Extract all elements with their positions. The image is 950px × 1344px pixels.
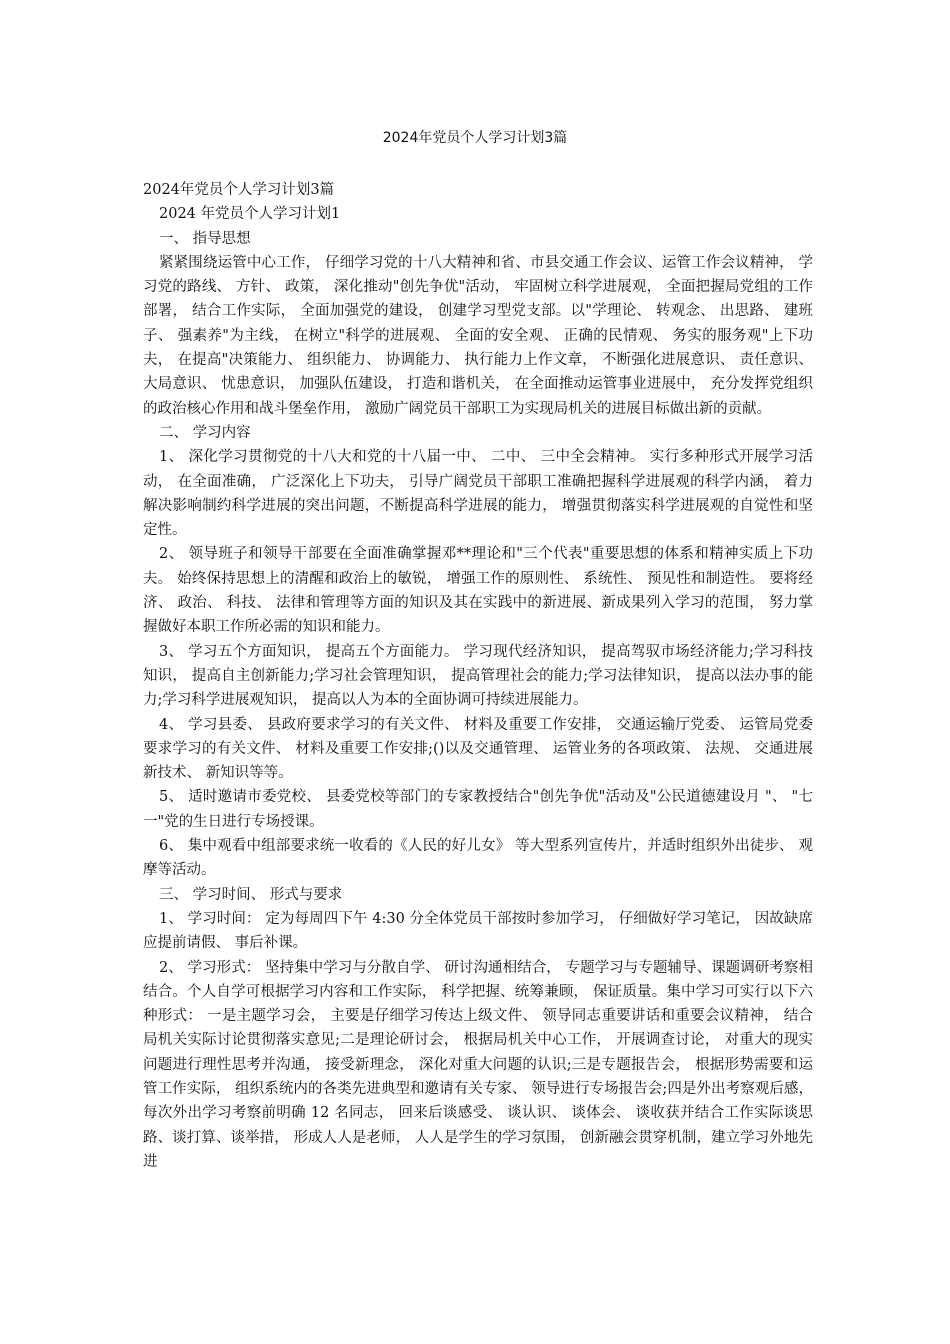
list-item: 4、 学习县委、 县政府要求学习的有关文件、 材料及重要工作安排， 交通运输厅党委、 运管局党委要求学习的有关文件、 材料及重要工作安排;()以及交通管理、 运管业务的各项政策、 法规、 交通进展新技术、 新知识等等。	[143, 716, 813, 782]
list-item: 2、 学习形式： 坚持集中学习与分散自学、 研讨沟通相结合， 专题学习与专题辅导、课题调研考察相结合。个人自学可根据学习内容和工作实际， 科学把握、统筹兼顾， 保证质量。集中学习可实行以下六种形式： 一是主题学习会， 主要是仔细学习传达上级文件、 领导同志重要讲话和重要会议精神， 结合局机关实际讨论贯彻落实意见;二是理论研讨会， 根据局机关中心工作， 开展调查讨论， 对重大的现实问题进行理性思考并沟通， 接受新理念， 深化对重大问题的认识;三是专题报告会， 根据形势需要和运管工作实际， 组织系统内的各类先进典型和邀请有关专家、 领导进行专场报告会;四是外出考察观后感， 每次外出学习考察前明确 12 名同志， 回来后谈感受、 谈认识、 谈体会、 谈收获并结合工作实际谈思路、谈打算、谈举措， 形成人人是老师， 人人是学生的学习氛围， 创新融会贯穿机制，建立学习外地先进	[143, 959, 813, 1170]
section-heading-2: 二、 学习内容	[159, 424, 251, 441]
list-item: 1、 深化学习贯彻党的十八大和党的十八届一中、 二中、 三中全会精神。 实行多种形式开展学习活动， 在全面准确， 广泛深化上下功夫， 引导广阔党员干部职工准确把握科学进展观的科学内涵， 着力解决影响制约科学进展的突出问题，不断提高科学进展的能力， 增强贯彻落实科学进展观的自觉性和坚定性。	[143, 449, 813, 539]
section-heading-1: 一、 指导思想	[159, 230, 251, 247]
list-item: 3、 学习五个方面知识， 提高五个方面能力。 学习现代经济知识， 提高驾驭市场经济能力;学习科技知识， 提高自主创新能力;学习社会管理知识， 提高管理社会的能力;学习法律知识， 提高以法办事的能力;学习科学进展观知识， 提高以人为本的全面协调可持续进展能力。	[143, 643, 813, 709]
list-item: 6、 集中观看中组部要求统一收看的《人民的好儿女》 等大型系列宣传片，并适时组织外出徒步、 观摩等活动。	[143, 838, 813, 879]
plan-heading: 2024 年党员个人学习计划1	[159, 206, 341, 223]
doc-heading: 2024年党员个人学习计划3篇	[143, 182, 335, 198]
list-item: 5、 适时邀请市委党校、 县委党校等部门的专家教授结合"创先争优"活动及"公民道德建设月 "、 "七一"党的生日进行专场授课。	[143, 789, 813, 830]
page-title: 2024年党员个人学习计划3篇	[382, 130, 568, 146]
list-item: 2、 领导班子和领导干部要在全面准确掌握邓**理论和"三个代表"重要思想的体系和精神实质上下功夫。 始终保持思想上的清醒和政治上的敏锐， 增强工作的原则性、 系统性、 预见性和制造性。 要将经济、 政治、 科技、 法律和管理等方面的知识及其在实践中的新进展、新成果列入学习的范围， 努力掌握做好本职工作所必需的知识和能力。	[143, 546, 813, 636]
section-heading-3: 三、 学习时间、 形式与要求	[159, 886, 343, 903]
document-body	[143, 178, 813, 1174]
paragraph: 紧紧围绕运管中心工作， 仔细学习党的十八大精神和省、市县交通工作会议、运管工作会议精神， 学习党的路线、 方针、 政策， 深化推动"创先争优"活动， 牢固树立科学进展观， 全面把握局党组的工作部署， 结合工作实际， 全面加强党的建设， 创建学习型党支部。以"学理论、 转观念、 出思路、 建班子、 强素养"为主线， 在树立"科学的进展观、 全面的安全观、 正确的民情观、 务实的服务观"上下功夫， 在提高"决策能力、 组织能力、 协调能力、 执行能力上作文章， 不断强化进展意识、 责任意识、 大局意识、 忧患意识， 加强队伍建设， 打造和谐机关， 在全面推动运管事业进展中， 充分发挥党组织的政治核心作用和战斗堡垒作用， 激励广阔党员干部职工为实现局机关的进展目标做出新的贡献。	[143, 254, 813, 417]
list-item: 1、 学习时间： 定为每周四下午 4:30 分全体党员干部按时参加学习， 仔细做好学习笔记， 因故缺席应提前请假、 事后补课。	[143, 910, 813, 952]
